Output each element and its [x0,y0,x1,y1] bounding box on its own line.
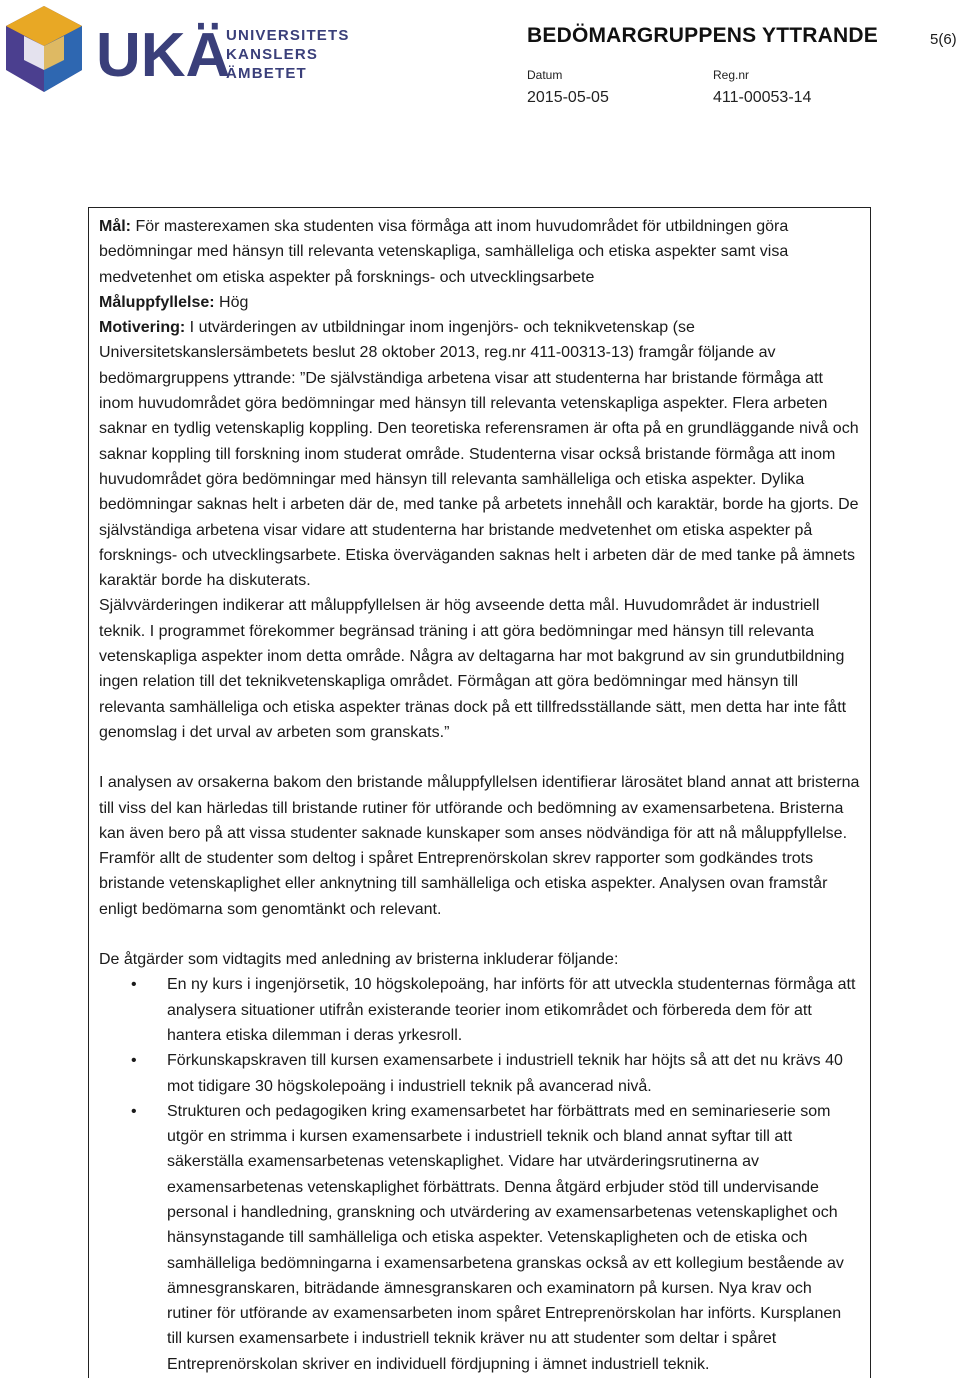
fulfilment-paragraph [99,290,860,315]
measures-list [99,972,860,1377]
logo-mark: UKÄ [96,21,231,90]
uka-logo-graphic [4,4,364,96]
analysis-paragraph: I analysen av orsakerna bakom den bristande måluppfyllelsen identifierar lärosätet bland annat att bristerna till viss del kan härledas till bristande rutiner för utförande och bedömning av examensarbetena. Bristerna kan även bero på att vissa studenter saknade kunskaper som anses nödvändiga för att nå måluppfyllelse. Framför allt de studenter som deltog i spåret Entreprenörskolan skrev rapporter som godkändes trots bristande vetenskaplighet eller anknytning till samhälleliga och etiska aspekter. Analysen ovan framstår enligt bedömarna som genomtänkt och relevant. [99,774,860,918]
measure-item: • En ny kurs i ingenjörsetik, 10 högskolepoäng, har införts för att utveckla studenternas förmåga att analysera situationer utifrån existerande teorier inom etikområdet och förbereda dem för att hantera etiska dilemman i deras yrkesroll. [167,972,860,1048]
motivation-paragraph [99,315,860,593]
logo-org-line-1: UNIVERSITETS [226,27,350,44]
uka-logo [4,4,364,96]
motivation-text: I utvärderingen av utbildningar inom ingenjörs- och teknikvetenskap (se Universitetskanslersämbetets beslut 28 oktober 2013, reg.nr 411-00313-13) framgår följande av bedömargruppens yttrande: ”De självständiga arbetena visar att studenterna har bristande förmåga att inom huvudområdet göra bedömningar med hänsyn till relevanta vetenskapliga aspekter. Flera arbeten saknar en tydlig vetenskaplig koppling. Den teoretiska referensramen är ofta på en grundläggande nivå och saknar koppling till forskning inom studerat område. Studenterna visar också bristande förmåga att inom huvudområdet göra bedömningar med hänsyn till relevanta samhälleliga och etiska aspekter. Dylika bedömningar saknas helt i arbeten där de, med tanke på arbetets innehåll och karaktär, borde ha gjorts. De självständiga arbetena visar vidare att studenterna har bristande medvetenhet om etiska aspekter på forsknings- och utvecklingsarbete. Etiska överväganden saknas helt i arbeten där de med tanke på ämnets karaktär borde ha diskuterats. [99,319,859,590]
document-title: BEDÖMARGRUPPENS YTTRANDE [527,24,878,47]
page-number: 5(6) [930,31,957,48]
paragraph-gap [99,922,860,947]
assessment-box [88,207,871,1378]
goal-paragraph [99,214,860,290]
goal-text: För masterexamen ska studenten visa förmåga att inom huvudområdet för utbildningen göra bedömningar med hänsyn till relevanta vetenskapliga, samhälleliga och etiska aspekter samt visa medvetenhet om etiska aspekter på forsknings- och utvecklingsarbete [99,218,789,286]
measures-intro: De åtgärder som vidtagits med anledning av bristerna inkluderar följande: [99,951,619,969]
regnr-value: 411-00053-14 [713,89,812,106]
date-value: 2015-05-05 [527,89,609,106]
fulfilment-value: Hög [219,293,249,311]
logo-org-line-3: ÄMBETET [226,65,307,82]
logo-org-line-2: KANSLERS [226,46,319,63]
fulfilment-label: Måluppfyllelse: [99,293,215,311]
measure-item: • Strukturen och pedagogiken kring examensarbetet har förbättrats med en seminarieserie som utgör en strimma i kursen examensarbete i industriell teknik och bland annat syftar till att säkerställa examensarbetenas vetenskaplighet. Vidare har utvärderingsrutinerna av examensarbetenas vetenskaplighet förbättrats. Denna åtgärd erbjuder stöd till undervisande personal i handledning, granskning och utvärdering av examensarbetenas vetenskaplighet och hänsynstagande till samhälleliga och etiska aspekter. Vetenskapligheten och de etiska och samhälleliga bedömningarna i examensarbetena granskas också av ett kollegium bestående av ämnesgranskaren, biträdande ämnesgranskaren och examinatorn på kursen. Nya krav och rutiner för utförande av examensarbeten inom spåret Entreprenörskolan har införts. Kursplanen till kursen examensarbete i industriell teknik kräver nu att studenter som deltar i spåret Entreprenörskolan skriver en individuell fördjupning i ämnet industriell teknik. [167,1099,860,1377]
regnr-label: Reg.nr [713,68,750,82]
measure-item: • Förkunskapskraven till kursen examensarbete i industriell teknik har höjts så att det nu krävs 40 mot tidigare 30 högskolepoäng i industriell teknik på avancerad nivå. [167,1048,860,1099]
date-label: Datum [527,68,563,82]
paragraph-gap [99,745,860,770]
goal-label: Mål: [99,218,131,235]
self-evaluation-paragraph: Självvärderingen indikerar att måluppfyllelsen är hög avseende detta mål. Huvudområdet är industriell teknik. I programmet förekommer begränsad träning i att göra bedömningar med hänsyn till relevanta vetenskapliga aspekter inom detta område. Några av deltagarna har mot bakgrund av sin grundutbildning ingen relation till det teknikvetenskapliga området. Förmågan att göra bedömningar med hänsyn till relevanta samhälleliga och etiska aspekter tränas dock på ett tillfredsställande sätt, men detta har inte fått genomslag i det urval av arbeten som granskats.” [99,597,847,741]
page-header [0,0,960,120]
motivation-label: Motivering: [99,319,186,337]
